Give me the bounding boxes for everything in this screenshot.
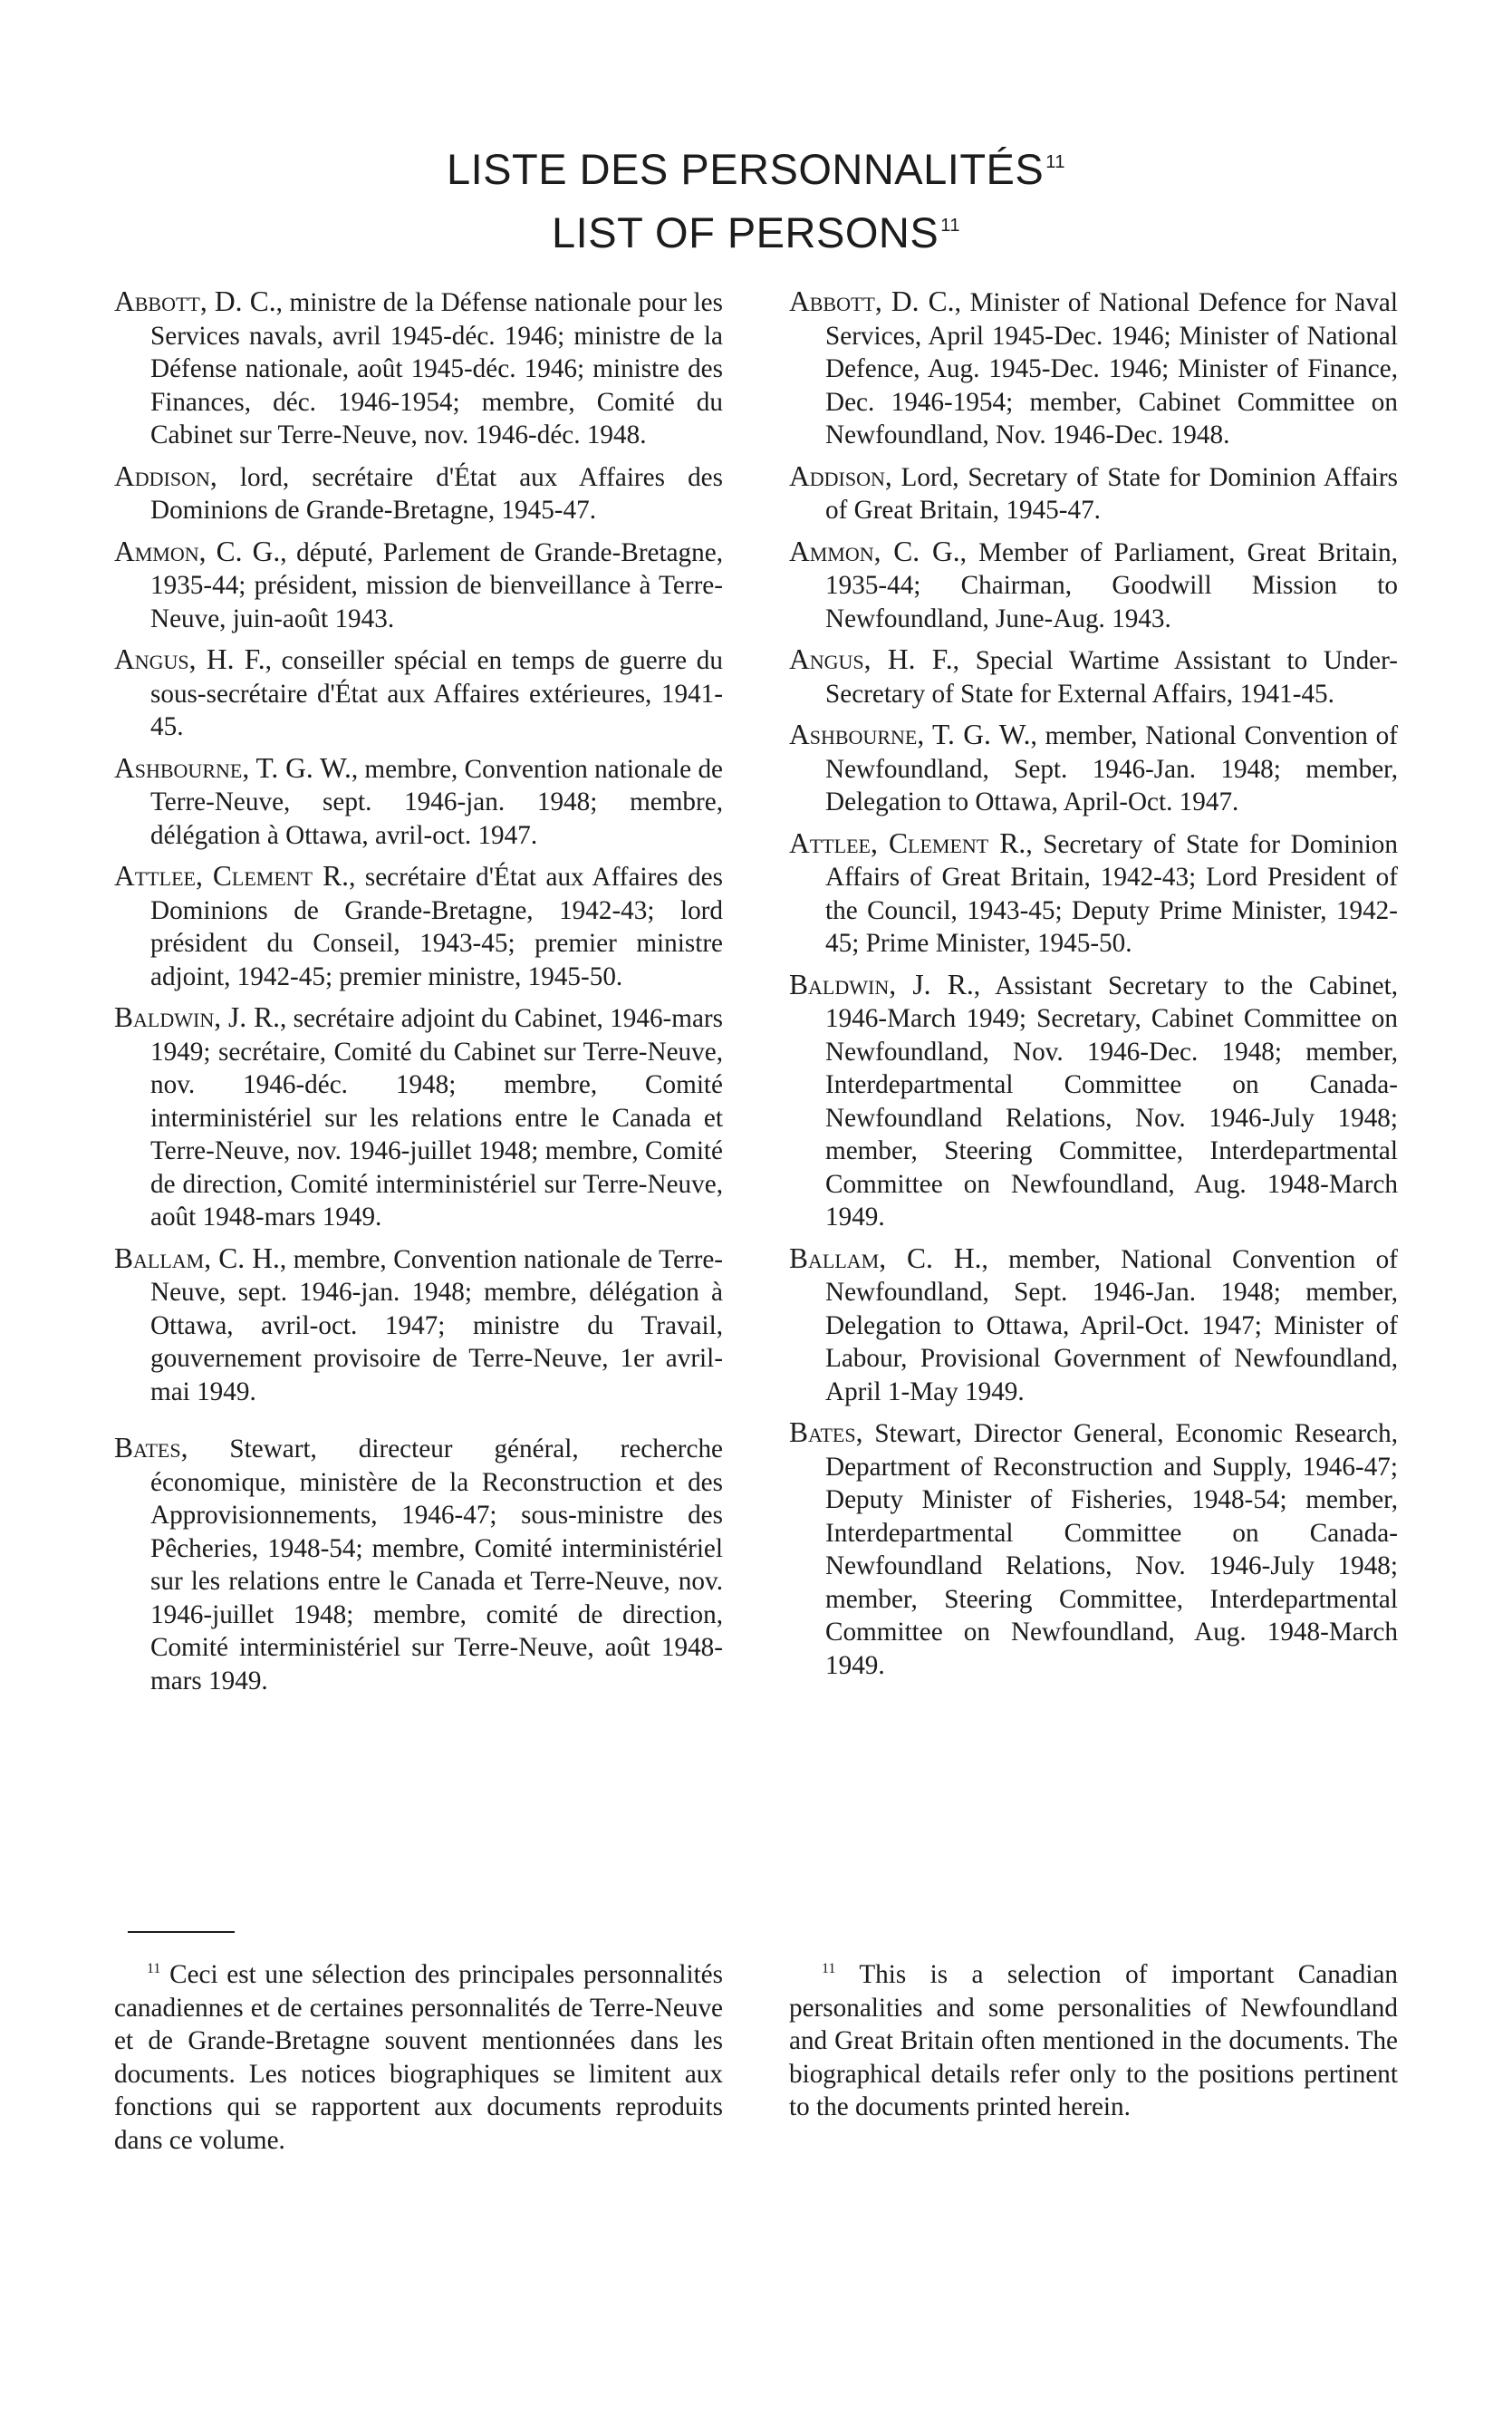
entry-text: , member, National Convention of Newfoundland, Sept. 1946-Jan. 1948; member, Delegation to Ottawa, April-Oct. 1947; Minister of Labour, Provisional Government of Newfoundland, April 1-May 1949.: [825, 1244, 1398, 1406]
footnote-english-text: This is a selection of important Canadian personalities and some personalities of Newfoundland and Great Britain often mentioned in the documents. The biographical details refer only to the positions pertinent to the documents printed herein.: [789, 1960, 1398, 2121]
english-column: [789, 285, 1398, 1690]
title-french-footnote-mark: 11: [1045, 152, 1065, 172]
entry-fr-abbott: [114, 285, 723, 452]
entry-name: Ballam, C. H.: [114, 1241, 280, 1274]
entry-fr-attlee: [114, 860, 723, 993]
entry-name: Addison,: [789, 459, 892, 492]
entry-name: Abbott, D. C.: [789, 285, 955, 317]
entry-text: , member, National Convention of Newfoundland, Sept. 1946-Jan. 1948; member, Delegation to Ottawa, April-Oct. 1947.: [825, 721, 1398, 816]
entry-name: Angus, H. F.: [789, 643, 953, 675]
entry-text: Lord, Secretary of State for Dominion Affairs of Great Britain, 1945-47.: [825, 462, 1398, 525]
entry-text: , Special Wartime Assistant to Under-Secretary of State for External Affairs, 1941-45.: [825, 646, 1398, 709]
entry-en-ballam: [789, 1242, 1398, 1409]
entry-name: Abbott, D. C.: [114, 285, 276, 317]
entry-text: lord, secrétaire d'État aux Affaires des Dominions de Grande-Bretagne, 1945-47.: [150, 462, 723, 525]
entry-text: Stewart, Director General, Economic Research, Department of Reconstruction and Supply, 1946-47; Deputy Minister of Fisheries, 1948-54; member, Interdepartmental Committee on Canada-Newfoundland Relations, Nov. 1946-July 1948; member, Steering Committee, Interdepartmental Committee on Newfoundland, Aug. 1948-March 1949.: [825, 1419, 1398, 1680]
entry-text: , secrétaire adjoint du Cabinet, 1946-mars 1949; secrétaire, Comité du Cabinet sur Terre-Neuve, nov. 1946-déc. 1948; membre, Comité interministériel sur les relations entre le Canada et Terre-Neuve, nov. 1946-juillet 1948; membre, Comité de direction, Comité interministériel sur Terre-Neuve, août 1948-mars 1949.: [150, 1004, 723, 1232]
footnote-english-paragraph: [789, 1953, 1398, 2124]
entry-name: Ashbourne, T. G. W.: [789, 719, 1031, 750]
page-titles: [0, 134, 1512, 261]
entry-text: Stewart, directeur général, recherche économique, ministère de la Reconstruction et des Approvisionnements, 1946-47; sous-ministre des Pêcheries, 1948-54; membre, Comité interministériel sur les relations entre le Canada et Terre-Neuve, nov. 1946-juillet 1948; membre, comité de direction, Comité interministériel sur Terre-Neuve, août 1948-mars 1949.: [150, 1435, 723, 1695]
entry-name: Ashbourne, T. G. W.: [114, 751, 352, 784]
entry-en-addison: [789, 460, 1398, 527]
entry-name: Angus, H. F.: [114, 643, 265, 675]
footnote-divider: [128, 1931, 235, 1933]
entry-text: , membre, Convention nationale de Terre-Neuve, sept. 1946-jan. 1948; membre, délégation à Ottawa, avril-oct. 1947; ministre du Travail, gouvernement provisoire de Terre-Neuve, 1er avril-mai 1949.: [150, 1244, 724, 1406]
entry-fr-ballam: [114, 1242, 723, 1409]
entry-name: Addison,: [114, 459, 217, 492]
title-french-text: LISTE DES PERSONNALITÉS: [446, 145, 1045, 193]
entry-name: Attlee, Clement R.: [114, 860, 350, 892]
entry-text: , Member of Parliament, Great Britain, 1935-44; Chairman, Goodwill Mission to Newfoundland, June-Aug. 1943.: [825, 537, 1399, 633]
title-english: [0, 198, 1512, 261]
entry-fr-ammon: [114, 536, 723, 636]
footnote-english: [789, 1953, 1398, 2124]
entry-fr-angus: [114, 643, 723, 744]
entry-name: Attlee, Clement R.: [789, 826, 1026, 859]
entry-text: , membre, Convention nationale de Terre-Neuve, sept. 1946-jan. 1948; membre, délégation à Ottawa, avril-oct. 1947.: [150, 754, 723, 850]
title-english-text: LIST OF PERSONS: [552, 208, 939, 256]
entry-text: , Assistant Secretary to the Cabinet, 1946-March 1949; Secretary, Cabinet Committee on Newfoundland, Nov. 1946-Dec. 1948; member, Interdepartmental Committee on Canada-Newfoundland Relations, Nov. 1946-July 1948; member, Steering Committee, Interdepartmental Committee on Newfoundland, Aug. 1948-March 1949.: [825, 971, 1398, 1232]
entry-name: Baldwin, J. R.: [114, 1001, 280, 1033]
entry-en-ashbourne: [789, 719, 1398, 819]
title-english-footnote-mark: 11: [940, 216, 960, 236]
entry-en-attlee: [789, 827, 1398, 961]
entry-name: Bates,: [789, 1416, 863, 1448]
entry-name: Bates,: [114, 1432, 188, 1463]
entry-name: Baldwin, J. R.: [789, 968, 974, 1000]
footnote-french-paragraph: [114, 1953, 723, 2157]
entry-name: Ballam, C. H.: [789, 1241, 982, 1274]
entry-name: Ammon, C. G.: [114, 535, 281, 567]
entry-fr-baldwin: [114, 1001, 723, 1234]
entry-text: , secrétaire d'État aux Affaires des Dominions de Grande-Bretagne, 1942-43; lord président du Conseil, 1943-45; premier ministre adjoint, 1942-45; premier ministre, 1945-50.: [150, 863, 723, 991]
entry-fr-ashbourne: [114, 752, 723, 853]
footnote-english-mark: 11: [822, 1961, 836, 1976]
french-column: [114, 285, 723, 1705]
entry-text: , Minister of National Defence for Naval Services, April 1945-Dec. 1946; Minister of National Defence, Aug. 1945-Dec. 1946; Minister of Finance, Dec. 1946-1954; member, Cabinet Committee on Newfoundland, Nov. 1946-Dec. 1948.: [825, 288, 1398, 449]
entry-text: , député, Parlement de Grande-Bretagne, 1935-44; président, mission de bienveillance à Terre-Neuve, juin-août 1943.: [150, 537, 723, 633]
entry-en-baldwin: [789, 969, 1398, 1234]
entry-text: , conseiller spécial en temps de guerre du sous-secrétaire d'État aux Affaires extérieures, 1941-45.: [150, 646, 723, 741]
entry-text: , ministre de la Défense nationale pour les Services navals, avril 1945-déc. 1946; ministre de la Défense nationale, août 1945-déc. 1946; ministre des Finances, déc. 1946-1954; membre, Comité du Cabinet sur Terre-Neuve, nov. 1946-déc. 1948.: [150, 288, 723, 449]
footnote-french-text: Ceci est une sélection des principales personnalités canadiennes et de certaines personnalités de Terre-Neuve et de Grande-Bretagne souvent mentionnées dans les documents. Les notices biographiques se limitent aux fonctions qui se rapportent aux documents reproduits dans ce volume.: [114, 1960, 723, 2155]
entry-text: , Secretary of State for Dominion Affairs of Great Britain, 1942-43; Lord President of the Council, 1943-45; Deputy Prime Minister, 1942-45; Prime Minister, 1945-50.: [825, 829, 1398, 958]
entry-en-ammon: [789, 536, 1398, 636]
entry-en-abbott: [789, 285, 1398, 452]
footnote-french: [114, 1953, 723, 2157]
entry-fr-addison: [114, 460, 723, 527]
title-french: [0, 134, 1512, 198]
entry-en-angus: [789, 643, 1398, 710]
entry-name: Ammon, C. G.: [789, 535, 960, 567]
entry-en-bates: [789, 1416, 1398, 1682]
entry-fr-bates: [114, 1432, 723, 1697]
footnote-french-mark: 11: [147, 1961, 161, 1976]
